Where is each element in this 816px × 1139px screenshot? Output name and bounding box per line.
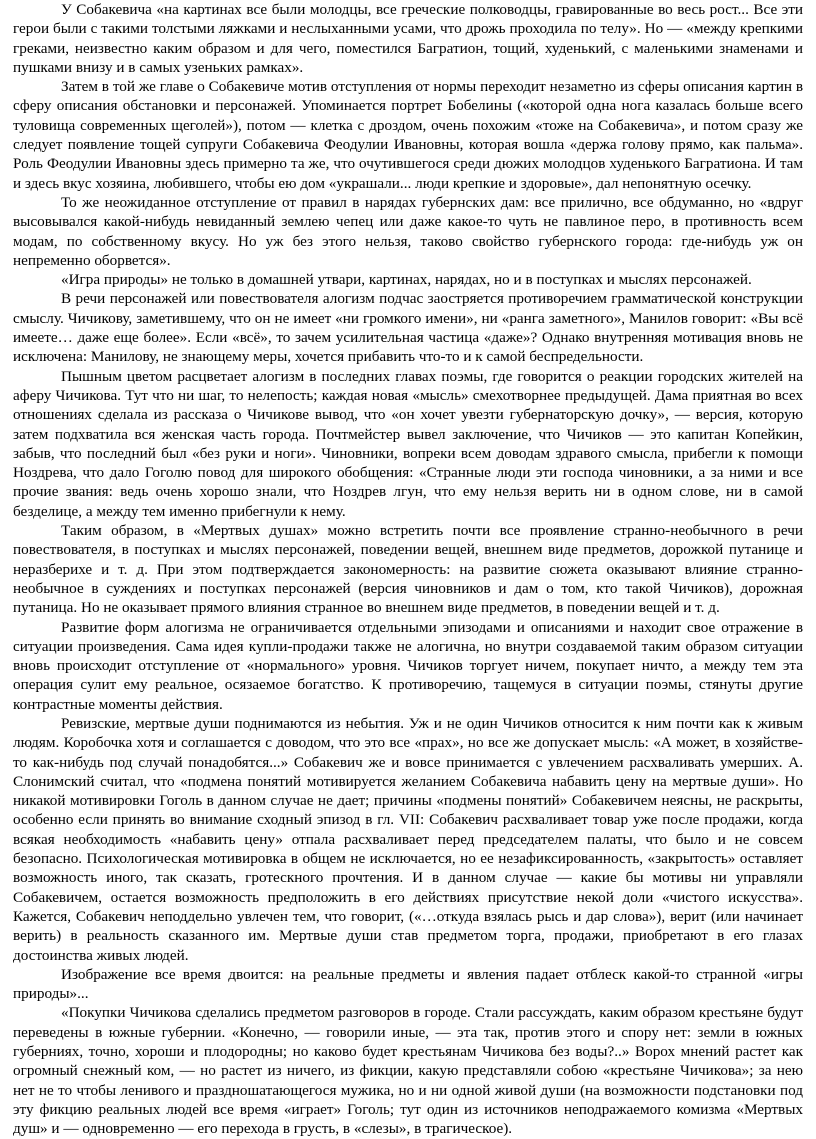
paragraph-motif-deviation: Затем в той же главе о Собакевиче мотив отступления от нормы переходит незаметно из сферы описания картин в сферу описания обстановки и персонажей. Упоминается портрет Бобелины («которой одна нога казалась больше всего туловища современных щеголей»), потом — клетка с дроздом, очень похожим «тоже на Собакевича», и потом сразу же следует появление тощей супруги Собакевича Феодулии Ивановны, которая вошла «держа голову прямо, как пальма». Роль Феодулии Ивановны здесь примерно та же, что очутившегося среди дюжих молодцов худенького Багратиона. И там и здесь вкус хозяина, любившего, чтобы ею дом «украшали... люди крепкие и здоровые», дал непонятную осечку. — [13, 78, 803, 192]
paragraph-doubling-image: Изображение все время двоится: на реальные предметы и явления падает отблеск какой-то странной «игры природы»... — [13, 965, 803, 1003]
paragraph-chichikov-purchases: «Покупки Чичикова сделались предметом разговоров в городе. Стали рассуждать, каким образом крестьяне будут переведены в южные губернии. «Конечно, — говорили иные, — эта так, против этого и спору нет: земли в южных губерниях, точно, хороши и плодородны; но каково будет крестьянам Чичикова без воды?..» Ворох мнений растет как огромный снежный ком, — но растет из ничего, из фикции, какую представляли собою «крестьяне Чичикова»; за нею нет не то чтобы ленивого и праздношатающегося мужика, но и ни одной живой души (на возможности подстановки под эту фикцию реальных людей все время «играет» Гоголь; тут один из источников неподражаемого комизма «Мертвых душ» и — одновременно — его перехода в грусть, в «слезы», в трагическое). — [13, 1004, 803, 1138]
document-page — [13, 0, 803, 1139]
paragraph-revision-souls: Ревизские, мертвые души поднимаются из небытия. Уж и не один Чичиков относится к ним почти как к живым людям. Коробочка хотя и соглашается с доводом, что это все «прах», но все же допускает мысль: «А может, в хозяйстве-то как-нибудь под случай понадобятся...» Собакевич же и вовсе принимается с увлечением расхваливать умерших. А. Слонимский считал, что «подмена понятий мотивируется желанием Собакевича набавить цену на мертвые души». Но никакой мотивировки Гоголь в данном случае не дает; причины «подмены понятий» Собакевичем неясны, не раскрыты, особенно если принять во внимание сходный эпизод в гл. VII: Собакевич расхваливает товар уже после продажи, когда всякая необходимость «набавить цену» отпала расхваливает перед председателем палаты, что было и не совсем безопасно. Психологическая мотивировка в общем не исключается, но ее незафиксированность, «закрытость» оставляет возможность иного, так сказать, гротескного прочтения. И в данном случае — какие бы мотивы ни управляли Собакевичем, остается возможность предположить в его действиях присутствие некой доли «чистого искусства». Кажется, Собакевич неподдельно увлечен тем, что говорит, («…откуда взялась рысь и дар слова»), верит (или начинает верить) в реальность сказанного им. Мертвые души став предметом торга, продажи, приобретают в его глазах достоинства живых людей. — [13, 714, 803, 964]
paragraph-game-of-nature: «Игра природы» не только в домашней утвари, картинах, нарядах, но и в поступках и мыслях персонажей. — [61, 271, 752, 289]
paragraph-speech-alogism: В речи персонажей или повествователя алогизм подчас заостряется противоречием грамматической конструкции смыслу. Чичикову, заметившему, что он не имеет «ни громкого имени», ни «ранга заметного», Манилов говорит: «Вы всё имеете… даже еще более». Если «всё», то зачем усилительная частица «даже»? Однако внутренняя мотивация вновь не исключена: Манилову, не знающему меры, хочется прибавить что-то и к самой беспредельности. — [13, 290, 803, 366]
paragraph-situation: Развитие форм алогизма не ограничивается отдельными эпизодами и описаниями и находит свое отражение в ситуации произведения. Сама идея купли-продажи также не алогична, но внутри создаваемой таким образом ситуации вновь происходит отступление от «нормального» уровня. Чичиков торгует ничем, покупает ничто, а между тем эта операция сулит ему реальное, осязаемое богатство. К противоречию, тащемуся в ситуации поэмы, стянуты другие контрастные моменты действия. — [13, 618, 803, 713]
paragraph-ladies-outfits: То же неожиданное отступление от правил в нарядах губернских дам: все прилично, все обдуманно, но «вдруг высовывался какой-нибудь невиданный землею чепец или даже какое-то чуть не павлиное перо, в противность всем модам, по собственному вкусу. Но уж без этого нельзя, таково свойство губернского города: где-нибудь уж он непременно оборвется». — [13, 193, 803, 269]
paragraph-final-chapters: Пышным цветом расцветает алогизм в последних главах поэмы, где говорится о реакции городских жителей на аферу Чичикова. Тут что ни шаг, то нелепость; каждая новая «мысль» смехотворнее предыдущей. Дама приятная во всех отношениях сделала из рассказа о Чичикове вывод, что «он хочет увезти губернаторскую дочку», — версия, которую затем подхватила вся женская часть города. Почтмейстер вывел заключение, что Чичиков — это капитан Копейкин, забыв, что последний был «без руки и ноги». Чиновники, вопреки всем доводам здравого смысла, прибегли к помощи Ноздрева, что дало Гоголю повод для широкого обобщения: «Странные люди эти господа чиновники, а за ними и все прочие звания: ведь очень хорошо знали, что Ноздрев лгун, что ему нельзя верить ни в одном слове, ни в самой безделице, а между тем именно прибегнули к нему. — [13, 367, 803, 520]
paragraph-summary: Таким образом, в «Мертвых душах» можно встретить почти все проявление странно-необычного в речи повествователя, в поступках и мыслях персонажей, поведении вещей, внешнем виде предметов, дорожкой путанице и неразберихе и т. д. При этом подтверждается закономерность: на развитие сюжета оказывают влияние странно-необычное в суждениях и поступках персонажей (версия чиновников и дам о том, кто такой Чичиков), дорожная путаница. Но не оказывает прямого влияния странное во внешнем виде предметов, в поведении вещей и т. д. — [13, 522, 803, 617]
paragraph-sobakevich-pictures: У Собакевича «на картинах все были молодцы, все греческие полководцы, гравированные во весь рост... Все эти герои были с такими толстыми ляжками и неслыханными усами, что дрожь проходила по телу». Но — «между крепкими греками, неизвестно каким образом и для чего, поместился Багратион, тощий, худенький, с маленькими знаменами и пушками внизу и в самых узеньких рамках». — [13, 1, 803, 76]
